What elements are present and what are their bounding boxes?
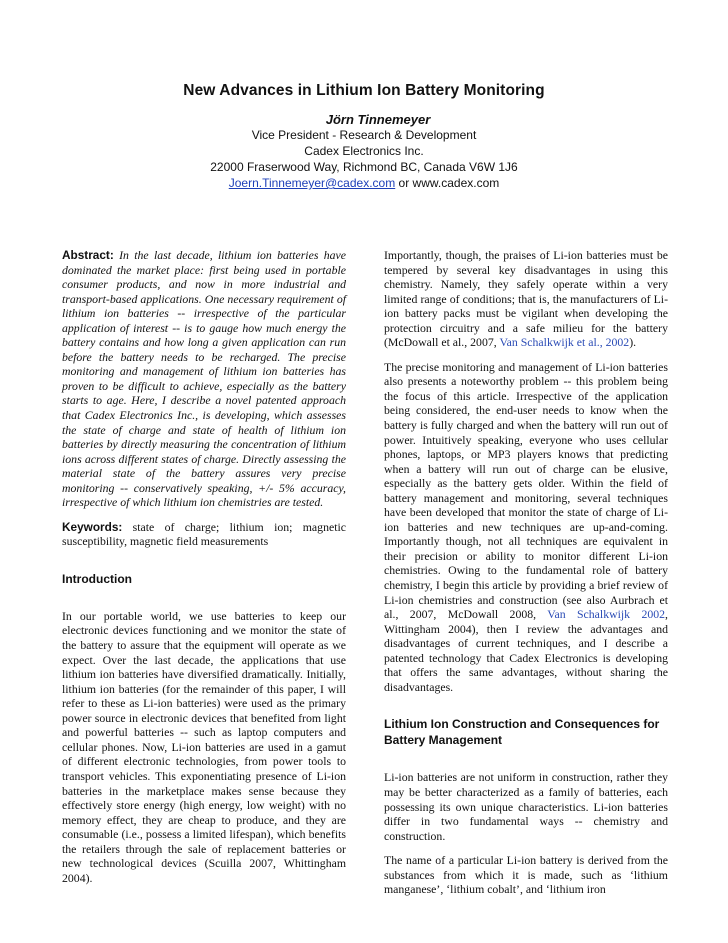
author-name: Jörn Tinnemeyer [325, 112, 431, 127]
paper-title: New Advances in Lithium Ion Battery Monitoring [183, 82, 545, 99]
keywords-text: state of charge; lithium ion; magnetic susceptibility, magnetic field measurements [62, 519, 346, 549]
author-contact [0, 176, 728, 190]
right-column [384, 248, 668, 897]
introduction-heading: Introduction [62, 571, 132, 586]
contact-suffix: or www.cadex.com [395, 176, 500, 190]
author-email-link[interactable]: Joern.Tinnemeyer@cadex.com [228, 176, 396, 190]
right-paragraph-1-end: ). [629, 335, 637, 350]
right-paragraph-3: Li-ion batteries are not uniform in construction, rather they may be better characterized as a family of batteries, each possessing its own unique characteristics. Li-ion batteries differ in two fundamental ways -- chemistry and construction. [384, 770, 668, 843]
author-company: Cadex Electronics Inc. [304, 144, 424, 158]
abstract-label: Abstract: [62, 248, 114, 262]
citation-link[interactable]: Van Schalkwijk 2002 [547, 607, 666, 622]
section-heading-construction: Lithium Ion Construction and Consequences for Battery Management [384, 717, 660, 748]
right-paragraph-2-text: The precise monitoring and management of Li-ion batteries also presents a noteworthy problem -- this problem being the focus of this article. Irrespective of the application being considered, the end-user needs to know when the battery is fully charged and when the battery will run out of power. Intuitively speaking, everyone who uses cellular phones, laptops, or MP3 players knows that predicting when a battery will run out of charge can be elusive, especially as the battery gets older. Within the field of battery management and monitoring, several techniques have been developed that monitor the state of charge of Li-ion batteries and new techniques are up-and-coming. Importantly though, not all techniques are equivalent in their precision or ability to monitor different Li-ion chemistries. Owing to the fundamental role of battery chemistry, I begin this article by providing a brief review of Li-ion chemistries and construction (see also Aurbrach et al., 2007, McDowall 2008, [384, 359, 668, 622]
left-column [62, 248, 346, 885]
right-paragraph-2-end: , Wittingham 2004), then I review the advantages and disadvantages of current techniques, and I describe a patented technology that Cadex Electronics is developing that offers the same advantages, without sharing the disadvantages. [384, 607, 668, 694]
author-position: Vice President - Research & Development [251, 128, 477, 142]
keywords-paragraph [62, 520, 346, 549]
abstract-text: In the last decade, lithium ion batteries have dominated the market place: first being used in portable consumer products, and now in more industrial and transport-based applications. One necessary requirement of lithium ion batteries -- irrespective of the particular application of interest -- is to gauge how much energy the battery contains and how long a given application can run before the battery needs to be recharged. The precise monitoring and management of lithium ion batteries has proven to be difficult to achieve, especially as the battery starts to age. Here, I describe a novel patented approach that Cadex Electronics Inc., is developing, which assesses the state of charge and state of health of lithium ion batteries by directly measuring the concentration of lithium ions across different states of charge. Directly assessing the material state of the battery assures very precise monitoring -- conservatively speaking, +/- 5% accuracy, irrespective of which lithium ion chemistries are tested. [62, 248, 346, 510]
right-paragraph-4: The name of a particular Li-ion battery is derived from the substances from which it is made, such as ‘lithium manganese’, ‘lithium cobalt’, and ‘lithium iron [384, 853, 668, 897]
right-paragraph-1-text: Importantly, though, the praises of Li-ion batteries must be tempered by several key disadvantages in using this chemistry. Namely, they safely operate within a very limited range of conditions; that is, the manufacturers of Li-ion battery packs must be vigilant when developing the protection circuitry and a safe milieu for the battery (McDowall et al., 2007, [384, 248, 668, 350]
right-paragraph-1 [384, 248, 668, 350]
right-paragraph-2 [384, 360, 668, 695]
author-address: 22000 Fraserwood Way, Richmond BC, Canada V6W 1J6 [210, 160, 518, 174]
citation-link[interactable]: Van Schalkwijk et al., 2002 [499, 335, 630, 350]
keywords-label: Keywords: [62, 519, 123, 534]
introduction-paragraph: In our portable world, we use batteries to keep our electronic devices functioning and we monitor the state of the battery to assure that the equipment will operate as we expect. Over the last decade, the applications that use lithium ion batteries have diversified dramatically. Initially, lithium ion batteries (for the remainder of this paper, I will refer to these as Li-ion batteries) were used as the primary power source in electronic devices that benefited from light and powerful batteries -- such as laptop computers and cellular phones. Now, Li-ion batteries are used in a gamut of different electronic technologies, from power tools to transport vehicles. This exponentiating presence of Li-ion batteries in the marketplace makes sense because they effectively store energy (high energy, low weight) with no memory effect, they are cheap to produce, and they are consumable (i.e., possess a limited lifespan), which benefits the retailers through the sale of replacement batteries or new technological devices (Scuilla 2007, Whittingham 2004). [62, 608, 346, 885]
abstract-paragraph [62, 248, 346, 510]
